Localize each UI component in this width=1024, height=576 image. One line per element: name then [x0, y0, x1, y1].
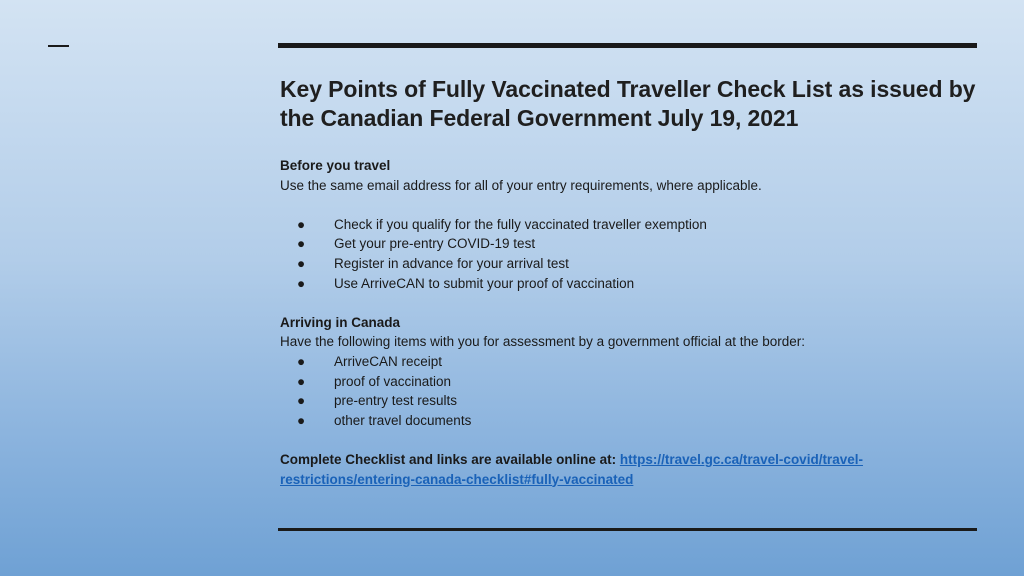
bottom-rule: [278, 528, 977, 531]
slide-dash-decoration: [48, 45, 69, 47]
bullet-icon: ●: [297, 216, 306, 232]
top-rule: [278, 43, 977, 48]
bullet-icon: ●: [297, 236, 306, 252]
bullet-icon: ●: [297, 255, 306, 271]
arriving-list: [280, 352, 980, 430]
arriving-heading: Arriving in Canada: [280, 314, 401, 330]
list-item: ● Check if you qualify for the fully vaccinated traveller exemption: [280, 215, 980, 235]
list-item: ● Use ArriveCAN to submit your proof of vaccination: [280, 274, 980, 294]
list-item: ● proof of vaccination: [280, 372, 980, 392]
list-item: ● Register in advance for your arrival test: [280, 254, 980, 274]
bullet-icon: ●: [297, 412, 306, 428]
checklist-link[interactable]: https://travel.gc.ca/travel-covid/travel-restrictions/entering-canada-checklist#fully-vaccinated: [280, 451, 863, 487]
slide-title: Key Points of Fully Vaccinated Traveller Check List as issued by the Canadian Federal Government July 19, 2021: [280, 76, 976, 131]
arriving-intro: Have the following items with you for assessment by a government official at the border:: [280, 334, 806, 350]
footer-label: Complete Checklist and links are available online at:: [280, 451, 617, 467]
checklist-footer: [280, 450, 980, 489]
bullet-icon: ●: [297, 353, 306, 369]
before-travel-list: [280, 215, 980, 293]
bullet-icon: ●: [297, 373, 306, 389]
before-travel-intro: Use the same email address for all of your entry requirements, where applicable.: [280, 177, 762, 193]
bullet-icon: ●: [297, 275, 306, 291]
list-item: ● Get your pre-entry COVID-19 test: [280, 234, 980, 254]
before-travel-heading: Before you travel: [280, 158, 391, 173]
slide-body: [280, 156, 980, 489]
list-item: ● ArriveCAN receipt: [280, 352, 980, 372]
list-item: ● pre-entry test results: [280, 391, 980, 411]
bullet-icon: ●: [297, 393, 306, 409]
list-item: ● other travel documents: [280, 411, 980, 431]
